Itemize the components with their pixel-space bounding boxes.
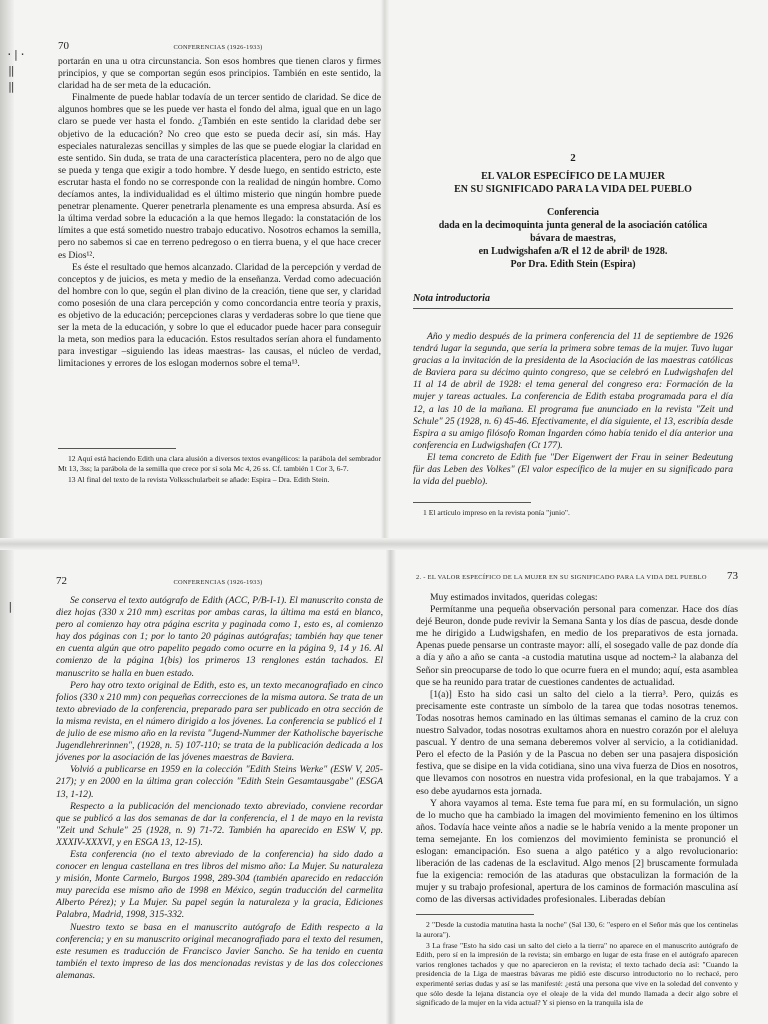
footnotes [416,920,738,1007]
page-number: 70 [58,40,69,52]
margin-mark: | [7,600,14,613]
running-head-title: CONFERENCIAS (1926-1933) [173,579,263,586]
paragraph: El tema concreto de Edith fue "Der Eigenwert der Frau in seiner Bedeutung für das Leben des Volkes" (El valor específico de la mujer en su significado para la vida del pueblo). [413,451,733,488]
running-head-title: CONFERENCIAS (1926-1933) [173,44,263,51]
footnote-rule [413,502,531,503]
chapter-title-line: EN SU SIGNIFICADO PARA LA VIDA DEL PUEBLO [454,184,692,195]
paragraph: Respecto a la publicación del mencionado texto abreviado, conviene recordar que se publicó a las dos semanas de dar la conferencia, el 1 de mayo en la revista "Zeit und Schule" 25 (1928, n. 9) 71-72. También ha aparecido en ESW V, pp. XXXIV-XXXVI, y en ESGA 13, 12-15). [56,800,383,848]
conference-author: Por Dra. Edith Stein (Espira) [510,259,636,270]
paragraph: Volvió a publicarse en 1959 en la colección "Edith Steins Werke" (ESW V, 205-217); y en 2000 en la última gran colección "Edith Stein Gesamtausgabe" (ESGA 13, 1-12). [56,764,383,800]
paragraph: portarán en una u otra circunstancia. Son esos hombres que tienen claros y firmes principios, y que se comportan según esos principios. También en este sentido, la claridad ha de ser meta de la educación. [58,56,381,92]
running-head [58,40,381,56]
paragraph: [1(a)] Esto ha sido casi un salto del cielo a la tierra³. Pero, quizás es precisamente este contraste un símbolo de la tarea que todas nosotras tenemos. Todas nosotras hemos caminado en las últimas semanas el camino de la cruz con nuestro Salvador, todas nosotras exultamos ahora en nuestro corazón por el aleluya pascual. Y dentro de una semana deberemos volver al servicio, a la cotidianidad. Pero el efecto de la Pasión y de la Pascua no deben ser una pasajera disposición festiva, que se disipe en la vida cotidiana, sino una viva fuerza de Dios en nosotros, que llevamos con nosotros en nuestra vida profesional, en la que trabajamos. Y a eso debe ayudarnos esta jornada. [416,688,738,797]
body-text [58,56,381,370]
section-heading: Nota introductoria [413,293,490,304]
paragraph: Y ahora vayamos al tema. Este tema fue para mí, en su formulación, un signo de lo mucho que ha cambiado la imagen del movimiento femenino en los últimos años. Todavía hace veinte años a nadie se le habría venido a la mente proponer un tema semejante. En los comienzos del movimiento feminista se pronunció el eslogan: emancipación. Eso suena a algo patético y a algo revolucionario: liberación de las cadenas de la esclavitud. Algo menos [2] bruscamente formulada fue la exigencia: remoción de las ataduras que obstaculizan la formación de la mujer y su trabajo profesional, apertura de los caminos de formación masculina así como de las diversas actividades profesionales. Liberadas debían [416,797,738,906]
conference-label: Conferencia [546,207,600,218]
footnote: 13 Al final del texto de la revista Volksschularbeit se añade: Espira – Dra. Edith Stein. [68,474,330,484]
chapter-title [413,170,733,196]
paragraph: Pero hay otro texto original de Edith, esto es, un texto mecanografiado en cinco folios (330 x 210 mm) con pequeñas correcciones de la misma autora. Se trata de un texto abreviado de la conferencia, preparado para ser publicado en otra sección de la misma revista, en el número dirigido a los jóvenes. La conferencia se publicó el 1 de julio de ese mismo año en la revista "Jugend-Nummer der Katholische bayerische Jugendlehrerinnen", (1928, n. 5) 107-110; se trata de la publicación dedicada a los jóvenes por la asociación de las jóvenes maestras de Baviera. [56,679,383,764]
footnote-rule [416,914,534,915]
conference-info [413,206,733,271]
book-spine-bottom [386,544,396,1024]
paragraph: Esta conferencia (no el texto abreviado de la conferencia) ha sido dado a conocer en lengua castellana en tres libros del mismo año: La Mujer. Su naturaleza y misión, Monte Carmelo, Burgos 1998, 289-304 (también aparecido en redacción muy parecida ese mismo año de 1998 en México, según traducción del carmelita Alberto Pérez); y La Mujer. Su papel según la naturaleza y la gracia, Ediciones Palabra, Madrid, 1998, 315-332. [56,848,383,921]
running-head [416,570,738,586]
running-head [56,575,383,591]
page-73 [416,570,738,1009]
scan-left-edge [0,0,14,1024]
page-number: 72 [56,575,67,587]
page-71 [413,40,733,519]
salutation: Muy estimados invitados, queridas colegas: [430,592,598,603]
conference-line: dada en la decimoquinta junta general de la asociación católica [438,220,708,231]
footnote: 2 "Desde la custodia matutina hasta la noche" (Sal 130, 6: "espero en el Señor más que los centinelas la aurora"). [416,920,738,940]
section-rule [413,308,733,309]
chapter-title-line: EL VALOR ESPECÍFICO DE LA MUJER [481,171,665,182]
conference-line: bávara de maestras, [530,233,616,244]
page-number: 73 [727,570,738,582]
paragraph: Es éste el resultado que hemos alcanzado. Claridad de la percepción y verdad de conceptos y de juicios, es meta y medio de la enseñanza. Verdad como adecuación del hombre con lo que, según el plan divino de la creación, tiene que ser, y claridad como posesión de una clara percepción y como concordancia entre teoría y praxis, es objetivo de la educación; percepciones claras y verdaderas sobre lo que tiene que ser la meta de la educación, y sobre lo que el educador puede hacer para conseguir la meta, son medios para la educación. Estos resultados serían ahora el fundamento para investigar –siguiendo las ideas maestras- las causas, el núcleo de verdad, limitaciones y errores de los eslogan modernos sobre el tema¹³. [58,261,381,370]
footnote-rule [58,448,176,449]
footnotes [58,454,381,484]
paragraph: Nuestro texto se basa en el manuscrito autógrafo de Edith respecto a la conferencia; y en su manuscrito original mecanografiado para el texto del resumen, este resumen es traducción de Francisco Javier Sancho. Se ha tenido en cuenta también el texto impreso de las dos mencionadas revistas y de las dos colecciones alemanas. [56,921,383,981]
paragraph: Permítanme una pequeña observación personal para comenzar. Hace dos días dejé Beuron, donde pude revivir la Semana Santa y los días de pascua, desde donde me he dirigido a Ludwigshafen, en medio de los preparativos de esta jornada. Apenas puede pensarse un contraste mayor: allí, el sosegado valle de paz donde día a día y año a año se canta -a custodia matutina usque ad noctem-² la alabanza del Señor sin preocuparse de todo lo que ocurre fuera en el mundo; aquí, esta asamblea que se ha reunido para tratar de cuestiones candentes de actualidad. [416,604,738,688]
paragraph: Año y medio después de la primera conferencia del 11 de septiembre de 1926 tendrá lugar la segunda, que sería la primera sobre temas de la mujer. Tuvo lugar gracias a la invitación de la presidenta de la Asociación de las maestras católicas de Baviera para su décimo quinto congreso, que se celebró en Ludwigshafen del 11 al 14 de abril de 1928: el tema general del congreso era: Formación de la mujer y tareas actuales. La conferencia de Edith estaba programada para el día 12, a las 10 de la mañana. El programa fue anunciado en la revista "Zeit und Schule" 25 (1928, n. 6) 45-46. Efectivamente, el día siguiente, el 13, escribía desde Espira a su amigo filósofo Roman Ingarden cómo había tenido el día anterior una conferencia en Ludwigshafen (Ct 177). [413,331,733,451]
scan-divider [0,538,768,550]
conference-line: en Ludwigshafen a/R el 12 de abril¹ de 1928. [478,246,668,257]
running-head-title: 2. - EL VALOR ESPECÍFICO DE LA MUJER EN SU SIGNIFICADO PARA LA VIDA DEL PUEBLO [416,574,707,581]
page-70 [58,40,381,485]
margin-mark: ‖ [8,64,15,77]
margin-mark: ‖ [8,80,15,93]
page-72 [56,575,383,982]
body-text [413,331,733,488]
margin-mark: ·|· [6,48,26,61]
book-spine-top [381,0,389,544]
footnote: 1 El artículo impreso en la revista ponía "junio". [423,508,570,518]
body-text [416,592,738,906]
footnote: 3 La frase "Esto ha sido casi un salto del cielo a la tierra" no aparece en el manuscrito autógrafo de Edith, pero sí en la impresión de la revista; sin embargo en lugar de esta frase en el autógrafo aparecen varios renglones tachados y que no aparecieron en la revista; el texto tachado decía así: "Cuando la presidencia de la Liga de maestras bávaras me pidió este discurso introductorio no lo rechacé, pero experimenté serias dudas y así se las manifesté: ¿está una persona que vive en la soledad del convento y que sólo desde la lejana distancia oye el oleaje de la vida del mundo llamada a decir algo sobre el significado de la mujer en la vida actual? Y si pienso en la tranquila isla de [416,940,738,1008]
paragraph: Finalmente de puede hablar todavía de un tercer sentido de claridad. Se dice de algunos hombres que se les puede ver hasta el fondo del alma, igual que en un lago claro se puede ver hasta el fondo. ¿También en este sentido la claridad debe ser objetivo de la educación? No creo que esto se pueda decir así, sin más. Hay especiales naturalezas sencillas y simples de las que se puede elogiar la claridad en este sentido. Sin duda, se trata de una característica placentera, pero no de algo que se pueda y tenga que exigir a todo hombre. Y desde luego, en sentido estricto, este escrutar hasta el fondo no se corresponde con la realidad de ningún hombre. Como decíamos antes, la individualidad es el último misterio que ningún hombre puede penetrar plenamente. Querer penetrarla plenamente es una empresa absurda. Así es la última verdad sobre la educación a la que hemos llegado: la constatación de los límites a que está sometido nuestro trabajo educativo. Nosotros echamos la semilla, pero no sabemos si cae en terreno pedregoso o en tierra buena, y el que hace crecer es Dios¹². [58,92,381,261]
body-text [56,595,383,982]
footnote: 12 Aquí está haciendo Edith una clara alusión a diversos textos evangélicos: la parábola del sembrador Mt 13, 3ss; la parábola de la semilla que crece por sí sola Mc 4, 26 ss. Cf. también 1 Cor 3, 6-7. [58,454,381,474]
paragraph: Se conserva el texto autógrafo de Edith (ACC, P/B-I-1). El manuscrito consta de diez hojas (330 x 210 mm) escritas por ambas caras, la última ma está en blanco, pero al comienzo hay otra página escrita y paginada como 1, esto es, al comienzo hay dos páginas con 1; por lo tanto 20 páginas autógrafas; también hay que tener en cuenta algún que otro papelito pegado como ocurre en la página 9, 14 y 16. Al comienzo de la página 1(bis) los primeros 13 renglones están tachados. El manuscrito se halla en buen estado. [56,595,383,679]
chapter-number: 2 [570,152,576,164]
footnotes [413,508,733,518]
